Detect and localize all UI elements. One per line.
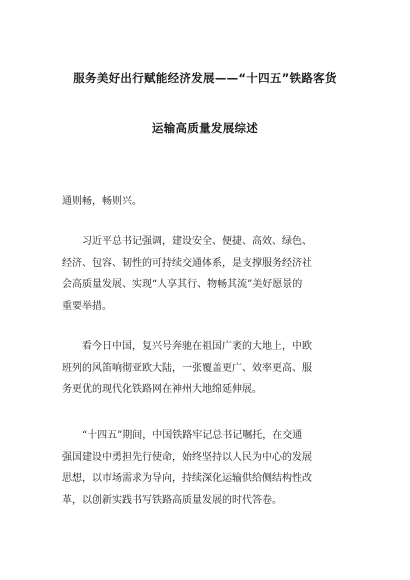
paragraph-line: 看今日中国，复兴号奔驰在祖国广袤的大地上，中欧	[82, 341, 312, 352]
document-title-line-2: 运输高质量发展综述	[151, 121, 259, 135]
paragraph-line: 通则畅，畅则兴。	[62, 196, 142, 207]
document-title-line-1: 服务美好出行赋能经济发展——“十四五”铁路客货	[73, 71, 337, 85]
paragraph-line: “十四五”期间，中国铁路牢记总书记嘱托，在交通	[82, 430, 303, 441]
paragraph-line: 经济、包容、韧性的可持续交通体系，是支撑服务经济社	[62, 257, 312, 269]
paragraph-line: 强国建设中勇担先行使命，始终坚持以人民为中心的发展	[62, 451, 312, 463]
paragraph-2	[62, 231, 352, 317]
paragraph-line: 务更优的现代化铁路网在神州大地绵延伸展。	[62, 384, 262, 395]
paragraph-line: 重要举措。	[62, 300, 112, 312]
paragraph-line: 会高质量发展、实现“人享其行、物畅其流”美好愿景的	[62, 279, 303, 290]
paragraph-line: 习近平总书记强调，建设安全、便捷、高效、绿色、	[82, 236, 312, 247]
paragraph-4	[62, 425, 352, 511]
paragraph-line: 班列的风笛响彻亚欧大陆，一张覆盖更广、效率更高、服	[62, 362, 312, 374]
paragraph-3	[62, 336, 352, 401]
paragraph-line: 革，以创新实践书写铁路高质量发展的时代答卷。	[62, 494, 282, 506]
paragraph-line: 思想，以市场需求为导向，持续深化运输供给侧结构性改	[62, 473, 312, 484]
paragraph-1	[62, 191, 352, 213]
